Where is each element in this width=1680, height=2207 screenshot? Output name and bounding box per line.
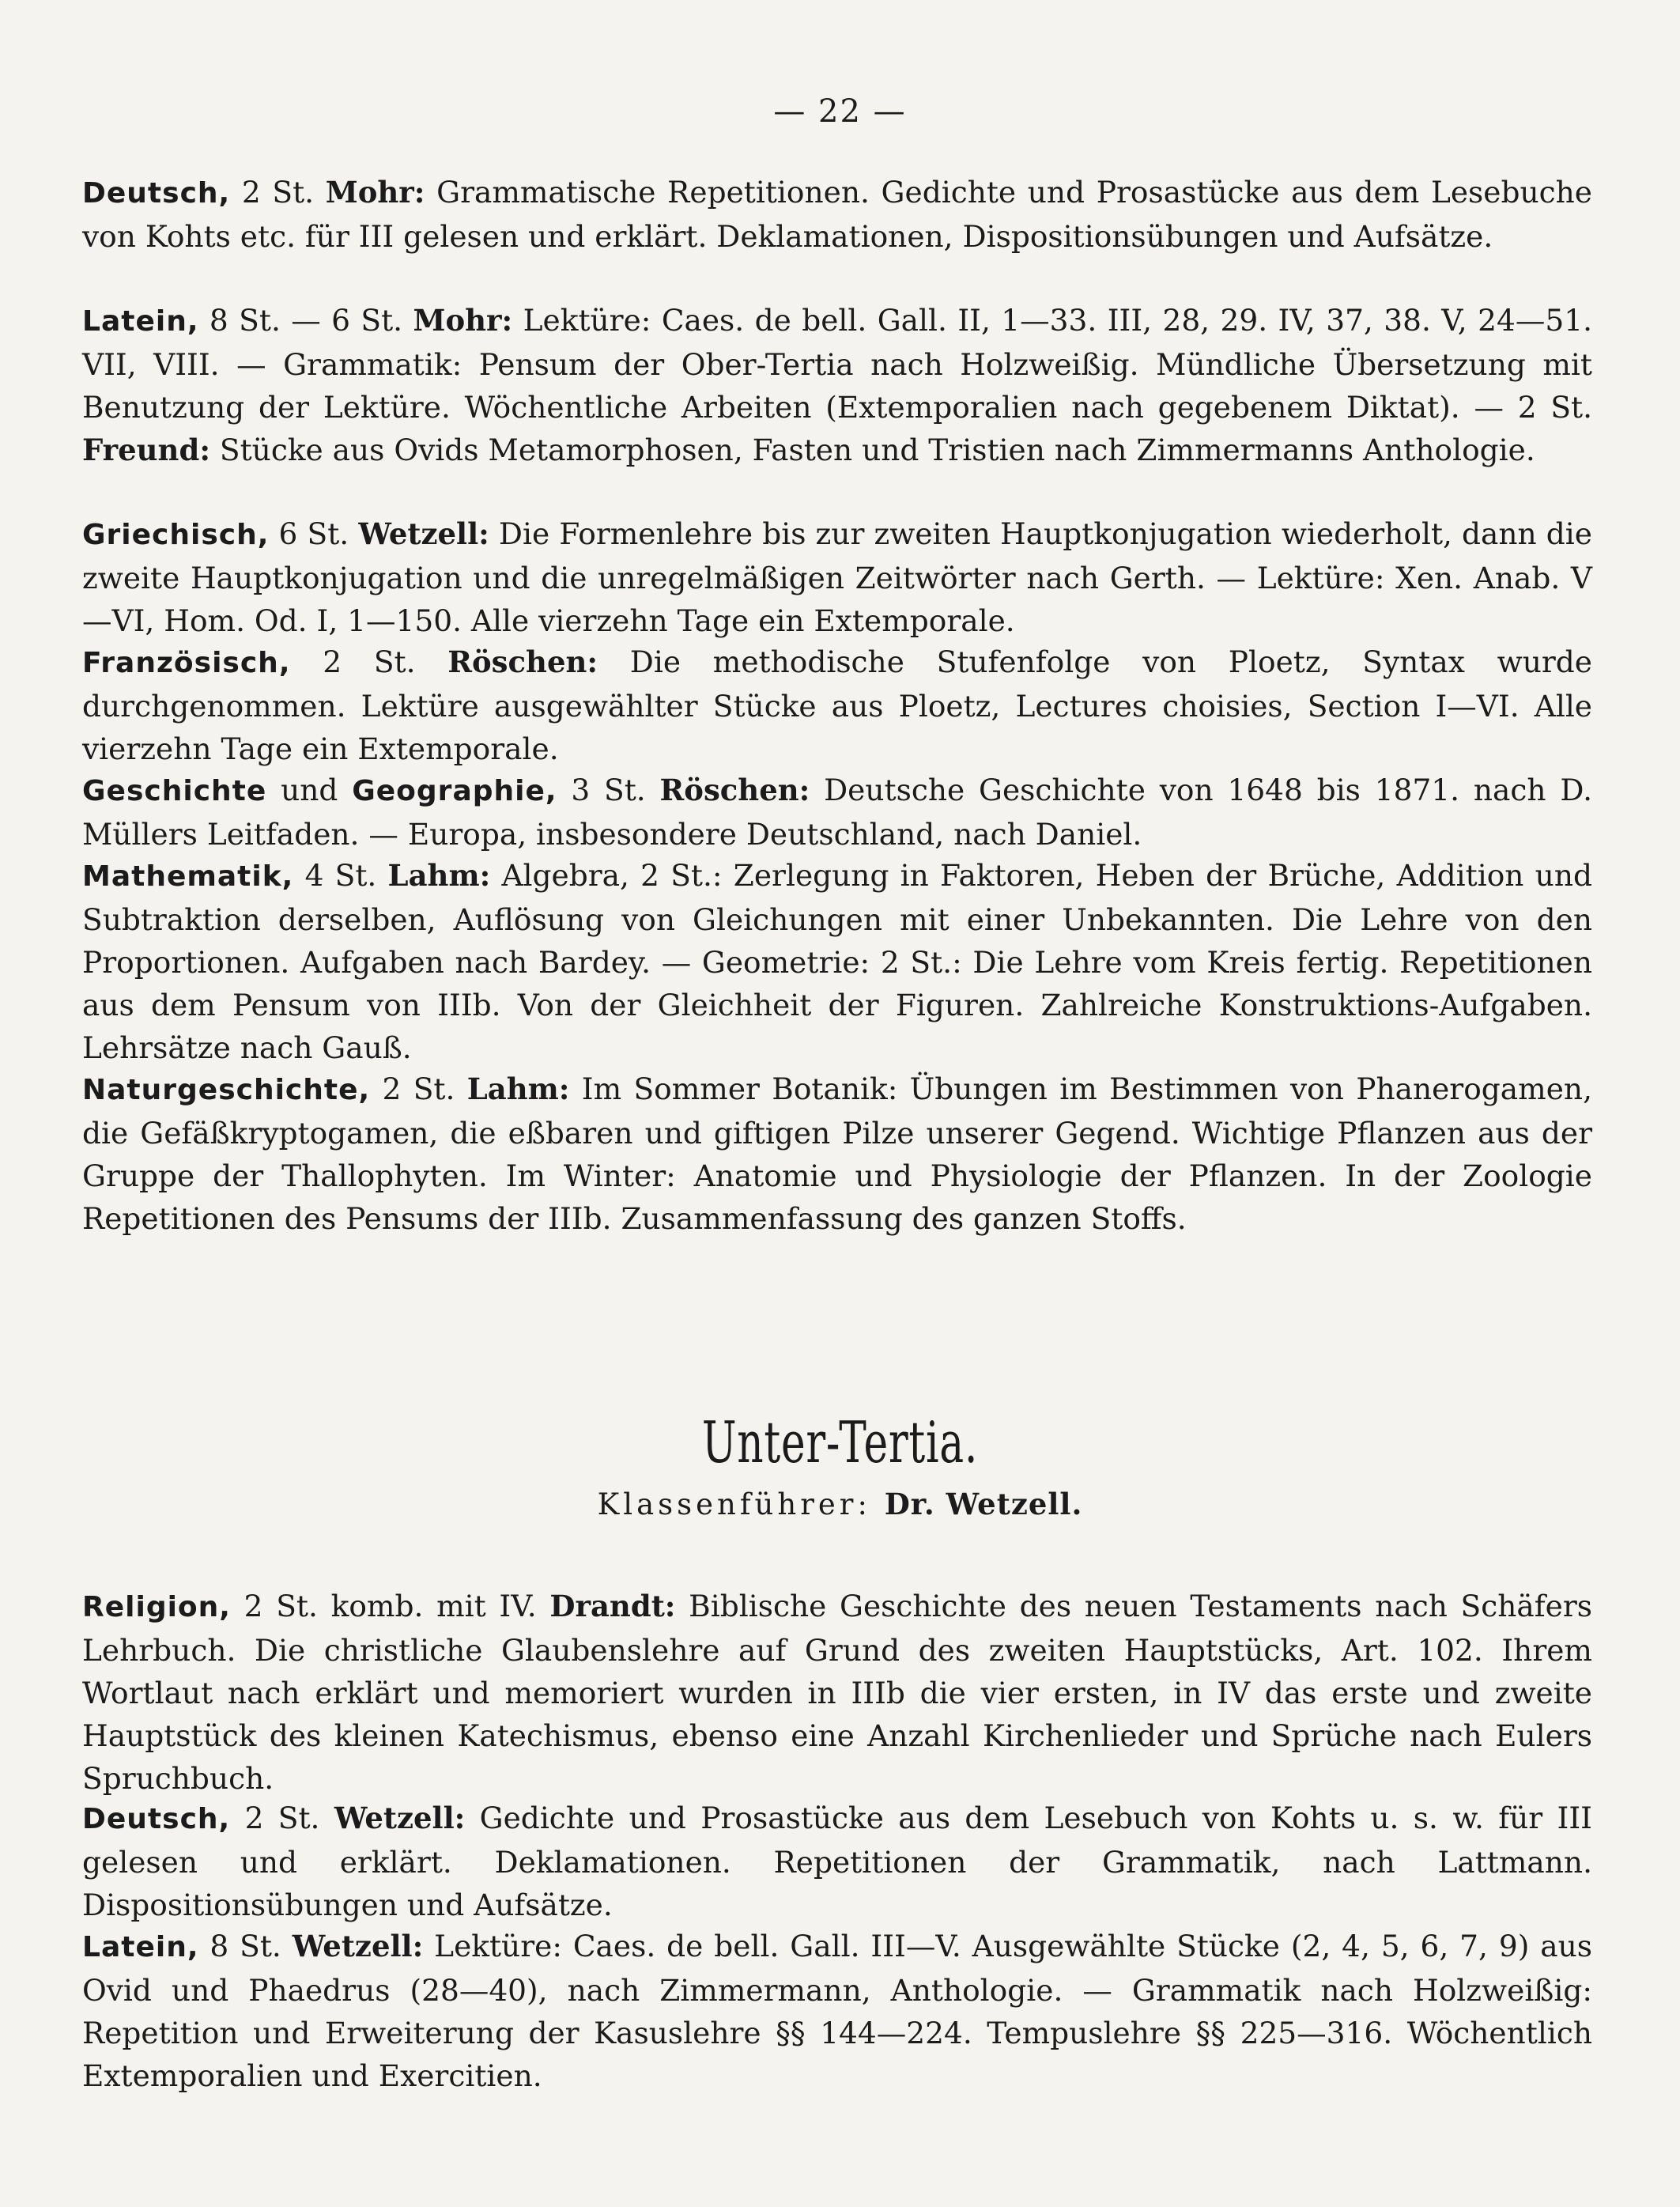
teacher-name: Mohr: bbox=[325, 175, 425, 210]
hours-text: 4 St. bbox=[293, 858, 388, 893]
paragraph-body: Grammatische Repetitionen. Gedichte und Prosastücke aus dem Lesebuche von Kohts etc. für III gelesen und erklärt. Deklamationen, Dispositionsübungen und Aufsätze. bbox=[82, 175, 1592, 254]
subject-heading: Deutsch, bbox=[82, 177, 231, 210]
teacher-name: Wetzell: bbox=[292, 1929, 424, 1963]
teacher-name: Röschen: bbox=[447, 644, 598, 679]
subject-heading: Griechisch, bbox=[82, 519, 270, 551]
paragraph-body: Algebra, 2 St.: Zerlegung in Faktoren, Heben der Brüche, Addition und Subtraktion derselben, Auflösung von Gleichungen mit einer Unbekannten. Die Lehre von den Proportionen. Aufgaben nach Bardey. — Geometrie: 2 St.: Die Lehre vom Kreis fertig. Repetitionen aus dem Pensum von IIIb. Von der Gleichheit der Figuren. Zahlreiche Konstruktions-Aufgaben. Lehrsätze nach Gauß. bbox=[82, 858, 1592, 1065]
paragraph-body: Biblische Geschichte des neuen Testaments nach Schäfers Lehrbuch. Die christliche Glaubenslehre auf Grund des zweiten Hauptstücks, Art. 102. Ihrem Wortlaut nach erklärt und memoriert wurden in IIIb die vier ersten, in IV das erste und zweite Hauptstück des kleinen Katechismus, ebenso eine Anzahl Kirchenlieder und Sprüche nach Eulers Spruchbuch. bbox=[82, 1589, 1592, 1796]
paragraph-body: Die Formenlehre bis zur zweiten Hauptkonjugation wiederholt, dann die zweite Hauptkonjugation und die unregelmäßigen Zeitwörter nach Gerth. — Lektüre: Xen. Anab. V—VI, Hom. Od. I, 1—150. Alle vierzehn Tage ein Extemporale. bbox=[82, 516, 1592, 638]
class-leader-label: Klassenführer: bbox=[597, 1487, 871, 1521]
hours-text: 2 St. komb. mit IV. bbox=[230, 1589, 550, 1623]
subject-heading: Französisch, bbox=[82, 647, 291, 679]
teacher-name: Drandt: bbox=[549, 1589, 676, 1623]
paragraph-religion bbox=[82, 1585, 1592, 1800]
subject-heading: Latein, bbox=[82, 305, 199, 338]
class-leader-name: Dr. Wetzell. bbox=[884, 1487, 1083, 1521]
hours-text: 2 St. bbox=[290, 644, 448, 679]
paragraph-body: Deutsche Geschichte von 1648 bis 1871. nach D. Müllers Leitfaden. — Europa, insbesondere Deutschland, nach Daniel. bbox=[82, 773, 1592, 852]
class-leader-line bbox=[0, 1487, 1680, 1521]
paragraph-griechisch bbox=[82, 512, 1592, 642]
paragraph-body: Lektüre: Caes. de bell. Gall. III—V. Ausgewählte Stücke (2, 4, 5, 6, 7, 9) aus Ovid und Phaedrus (28—40), nach Zimmermann, Anthologie. — Grammatik nach Holzweißig: Repetition und Erweiterung der Kasuslehre §§ 144—224. Tempuslehre §§ 225—316. Wöchentlich Extemporalien und Exercitien. bbox=[82, 1929, 1592, 2093]
paragraph-geschichte-geographie bbox=[82, 769, 1592, 856]
teacher-name: Röschen: bbox=[659, 773, 810, 807]
paragraph-mathematik bbox=[82, 854, 1592, 1069]
paragraph-latein-upper bbox=[82, 299, 1592, 471]
paragraph-latein-lower bbox=[82, 1925, 1592, 2097]
hours-text: 2 St. bbox=[230, 175, 326, 210]
paragraph-deutsch-lower bbox=[82, 1797, 1592, 1926]
hours-text: 2 St. bbox=[230, 1801, 334, 1835]
hours-text: 6 St. bbox=[269, 516, 359, 551]
subject-heading: Deutsch, bbox=[82, 1803, 231, 1835]
page-number: — 22 — bbox=[773, 93, 907, 130]
paragraph-naturgeschichte bbox=[82, 1068, 1592, 1240]
paragraph-body: Gedichte und Prosastücke aus dem Lesebuch von Kohts u. s. w. für III gelesen und erklärt. Deklamationen. Repetitionen der Grammatik, nach Lattmann. Dispositionsübungen und Aufsätze. bbox=[82, 1801, 1592, 1922]
teacher-name: Wetzell: bbox=[334, 1801, 466, 1835]
subject-heading-2: Geographie, bbox=[352, 775, 557, 807]
subject-heading: Geschichte bbox=[82, 775, 267, 807]
paragraph-deutsch-upper bbox=[82, 171, 1592, 258]
teacher-name-2: Freund: bbox=[82, 433, 210, 467]
paragraph-franzoesisch bbox=[82, 641, 1592, 770]
subject-heading: Latein, bbox=[82, 1931, 199, 1963]
hours-text: 3 St. bbox=[557, 773, 660, 807]
hours-text: 2 St. bbox=[370, 1071, 467, 1106]
subject-heading: Mathematik, bbox=[82, 860, 294, 893]
hours-text: 8 St. — 6 St. bbox=[198, 303, 413, 338]
teacher-name: Lahm: bbox=[387, 858, 491, 893]
teacher-name: Lahm: bbox=[466, 1071, 570, 1106]
paragraph-body-2: Stücke aus Ovids Metamorphosen, Fasten und Tristien nach Zimmermanns Anthologie. bbox=[210, 433, 1535, 467]
paragraph-body: Die methodische Stufenfolge von Ploetz, Syntax wurde durchgenommen. Lektüre ausgewählter Stücke aus Ploetz, Lectures choisies, Section I—VI. Alle vierzehn Tage ein Extemporale. bbox=[82, 644, 1592, 766]
paragraph-body: Im Sommer Botanik: Übungen im Bestimmen von Phanerogamen, die Gefäßkryptogamen, die eßbaren und giftigen Pilze unserer Gegend. Wichtige Pflanzen aus der Gruppe der Thallophyten. Im Winter: Anatomie und Physiologie der Pflanzen. In der Zoologie Repetitionen des Pensums der IIIb. Zusammenfassung des ganzen Stoffs. bbox=[82, 1071, 1592, 1236]
teacher-name: Mohr: bbox=[413, 303, 513, 338]
connector-text: und bbox=[266, 773, 353, 807]
teacher-name: Wetzell: bbox=[358, 516, 489, 551]
subject-heading: Religion, bbox=[82, 1591, 231, 1623]
hours-text: 8 St. bbox=[198, 1929, 293, 1963]
subject-heading: Naturgeschichte, bbox=[82, 1074, 371, 1106]
paragraph-body: Lektüre: Caes. de bell. Gall. II, 1—33. III, 28, 29. IV, 37, 38. V, 24—51. VII, VIII. — Grammatik: Pensum der Ober-Tertia nach Holzweißig. Mündliche Übersetzung mit Benutzung der Lektüre. Wöchentliche Arbeiten (Extemporalien nach gegebenem Diktat). — 2 St. bbox=[82, 303, 1592, 425]
section-title: Unter-Tertia. bbox=[701, 1409, 979, 1476]
